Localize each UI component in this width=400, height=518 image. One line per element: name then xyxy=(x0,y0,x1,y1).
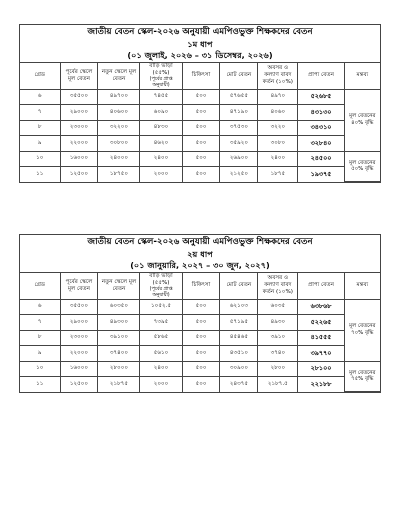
cell-total: ৬২১০৩ xyxy=(220,299,258,315)
col-house-rent xyxy=(140,273,182,300)
salary-table xyxy=(20,63,380,183)
cell-payable: ৪১৫৫৫ xyxy=(298,330,344,346)
period-label: (০১ জুলাই, ২০২৬ – ৩১ ডিসেম্বর, ২০২৬) xyxy=(127,49,273,60)
cell-deduction: ৩২২০ xyxy=(258,120,298,136)
table-row xyxy=(20,377,380,392)
cell-prev-scale: ৩৫৫০০ xyxy=(60,299,98,315)
col-grade: গ্রেড xyxy=(20,273,60,300)
table-row xyxy=(20,120,380,136)
cell-total: ৩৫৯২০ xyxy=(220,136,258,152)
cell-prev-scale: ২৯০০০ xyxy=(60,315,98,331)
col-medical: চিকিৎসা xyxy=(182,63,220,90)
cell-house-rent: ৪৮৩০ xyxy=(140,120,182,136)
cell-medical: ৫০০ xyxy=(182,315,220,331)
phase-label: ১ম ধাপ xyxy=(187,38,213,49)
cell-deduction: ৪৯৭০ xyxy=(258,89,298,105)
cell-prev-scale: ১৬০০০ xyxy=(60,151,98,167)
col-deduction: অবসর ও কল্যাণ বাবদ কর্তন (১০%) xyxy=(258,63,298,90)
cell-new-scale: ৬০৩৫০ xyxy=(98,299,140,315)
cell-medical: ৫০০ xyxy=(182,89,220,105)
cell-payable: ২২১৮৮ xyxy=(298,377,344,392)
cell-new-scale: ১৮৭৫০ xyxy=(98,167,140,182)
table-header xyxy=(20,25,380,63)
cell-medical: ৫০০ xyxy=(182,105,220,121)
table-row xyxy=(20,330,380,346)
cell-deduction: ৪৯৩০ xyxy=(258,315,298,331)
cell-new-scale: ৪৯৭০০ xyxy=(98,89,140,105)
cell-remark: মূল বেতনের ৭৫% বৃদ্ধি xyxy=(344,361,380,392)
table-title: জাতীয় বেতন স্কেল-২০২৬ অনুযায়ী এমপিওভুক্ত শিক্ষকদের বেতন xyxy=(87,27,313,37)
cell-prev-scale: ২৩০০০ xyxy=(60,120,98,136)
cell-house-rent: ৬০৯০ xyxy=(140,105,182,121)
cell-payable: ৫২৬৮৫ xyxy=(298,89,344,105)
cell-house-rent: ৫৮৬৫ xyxy=(140,330,182,346)
cell-total: ৩০৯০০ xyxy=(220,361,258,377)
table-row xyxy=(20,299,380,315)
period-label: (০১ জানুয়ারি, ২০২৭ – ৩০ জুন, ২০২৭) xyxy=(130,259,270,270)
house-rent-label: বাড়ি ভাড়া (৫৫%) xyxy=(149,62,173,76)
table-row xyxy=(20,151,380,167)
cell-payable: ৩৯৭৭০ xyxy=(298,346,344,362)
col-new-scale: নতুন স্কেলে মূল বেতন xyxy=(98,273,140,300)
cell-new-scale: ৩৯১০০ xyxy=(98,330,140,346)
cell-remark: মূল বেতনের ৫০% বৃদ্ধি xyxy=(344,151,380,182)
cell-grade: ৯ xyxy=(20,346,60,362)
cell-house-rent: ২৪০০ xyxy=(140,151,182,167)
cell-prev-scale: ৩৫৫০০ xyxy=(60,89,98,105)
table-row xyxy=(20,167,380,182)
cell-remark: মূল বেতনের ৪০% বৃদ্ধি xyxy=(344,89,380,151)
cell-medical: ৫০০ xyxy=(182,167,220,182)
salary-table-phase-1 xyxy=(19,24,381,183)
table-title: জাতীয় বেতন স্কেল-২০২৬ অনুযায়ী এমপিওভুক্ত শিক্ষকদের বেতন xyxy=(87,237,313,247)
cell-deduction: ২৪০০ xyxy=(258,151,298,167)
cell-medical: ৫০০ xyxy=(182,151,220,167)
cell-deduction: ২৮০০ xyxy=(258,361,298,377)
cell-grade: ১১ xyxy=(20,167,60,182)
cell-new-scale: ২১৮৭৫ xyxy=(98,377,140,392)
cell-new-scale: ৪৯৩০০ xyxy=(98,315,140,331)
cell-deduction: ৩৯১০ xyxy=(258,330,298,346)
cell-prev-scale: ১২৫০০ xyxy=(60,167,98,182)
header-row xyxy=(20,273,380,300)
col-prev-scale: পূর্বের স্কেলে মূল বেতন xyxy=(60,63,98,90)
col-new-scale: নতুন স্কেলে মূল বেতন xyxy=(98,63,140,90)
cell-deduction: ৪০৬০ xyxy=(258,105,298,121)
cell-grade: ৯ xyxy=(20,136,60,152)
cell-medical: ৫০০ xyxy=(182,330,220,346)
cell-medical: ৫০০ xyxy=(182,136,220,152)
cell-grade: ৬ xyxy=(20,89,60,105)
cell-payable: ৬৩৮৬৮ xyxy=(298,299,344,315)
cell-grade: ১০ xyxy=(20,361,60,377)
cell-payable: ২৪৫০০ xyxy=(298,151,344,167)
cell-total: ৫৭৬৫৫ xyxy=(220,89,258,105)
table-row xyxy=(20,315,380,331)
cell-total: ৪৫৪৬৫ xyxy=(220,330,258,346)
cell-deduction: ৩০৮০ xyxy=(258,136,298,152)
cell-deduction: ১৮৭৫ xyxy=(258,167,298,182)
cell-grade: ৭ xyxy=(20,315,60,331)
cell-prev-scale: ১৬০০০ xyxy=(60,361,98,377)
col-remark: মন্তব্য xyxy=(344,63,380,90)
cell-grade: ৮ xyxy=(20,330,60,346)
cell-house-rent: ২০০০ xyxy=(140,377,182,392)
cell-medical: ৫০০ xyxy=(182,120,220,136)
cell-payable: ৪৩১৩০ xyxy=(298,105,344,121)
cell-new-scale: ৩০৮০০ xyxy=(98,136,140,152)
cell-payable: ২৮১০০ xyxy=(298,361,344,377)
cell-total: ৪৩৫১০ xyxy=(220,346,258,362)
salary-table-phase-2 xyxy=(19,234,381,393)
col-grade: গ্রেড xyxy=(20,63,60,90)
cell-deduction: ৩৭৪০ xyxy=(258,346,298,362)
cell-house-rent: ১০৫২.৫ xyxy=(140,299,182,315)
table-row xyxy=(20,136,380,152)
cell-house-rent: ২৪০০ xyxy=(140,361,182,377)
cell-prev-scale: ২২০০০ xyxy=(60,346,98,362)
cell-house-rent: ৭৪৫৫ xyxy=(140,89,182,105)
cell-total: ২১২৫০ xyxy=(220,167,258,182)
cell-grade: ৭ xyxy=(20,105,60,121)
col-deduction: অবসর ও কল্যাণ বাবদ কর্তন (১০%) xyxy=(258,273,298,300)
cell-total: ৪৭১৯০ xyxy=(220,105,258,121)
header-row xyxy=(20,63,380,90)
col-house-rent xyxy=(140,63,182,90)
table-row xyxy=(20,346,380,362)
cell-prev-scale: ১২৫০০ xyxy=(60,377,98,392)
col-total: মোট বেতন xyxy=(220,63,258,90)
col-prev-scale: পূর্বের স্কেলে মূল বেতন xyxy=(60,273,98,300)
table-row xyxy=(20,361,380,377)
phase-label: ২য় ধাপ xyxy=(187,248,213,259)
col-payable: প্রাপ্য বেতন xyxy=(298,273,344,300)
cell-grade: ১১ xyxy=(20,377,60,392)
table-row xyxy=(20,89,380,105)
cell-medical: ৫০০ xyxy=(182,361,220,377)
cell-medical: ৫০০ xyxy=(182,299,220,315)
cell-prev-scale: ২৩০০০ xyxy=(60,330,98,346)
cell-house-rent: ৫৬১০ xyxy=(140,346,182,362)
cell-new-scale: ৩৭৪০০ xyxy=(98,346,140,362)
cell-prev-scale: ২২০০০ xyxy=(60,136,98,152)
col-payable: প্রাপ্য বেতন xyxy=(298,63,344,90)
cell-grade: ৮ xyxy=(20,120,60,136)
cell-total: ২৬৯০০ xyxy=(220,151,258,167)
cell-payable: ৩৪৩১০ xyxy=(298,120,344,136)
cell-new-scale: ২৮০০০ xyxy=(98,361,140,377)
salary-table xyxy=(20,273,380,393)
col-total: মোট বেতন xyxy=(220,273,258,300)
cell-new-scale: ৩২২০০ xyxy=(98,120,140,136)
cell-total: ৩৭৫৩০ xyxy=(220,120,258,136)
cell-total: ২৪৩৭৫ xyxy=(220,377,258,392)
cell-prev-scale: ২৯০০০ xyxy=(60,105,98,121)
house-rent-label: বাড়ি ভাড়া (৫৫%) xyxy=(149,272,173,286)
cell-payable: ৫২২৬৫ xyxy=(298,315,344,331)
cell-grade: ১০ xyxy=(20,151,60,167)
cell-grade: ৬ xyxy=(20,299,60,315)
cell-house-rent: ৭৩৯৫ xyxy=(140,315,182,331)
cell-new-scale: ২৪০০০ xyxy=(98,151,140,167)
cell-new-scale: ৪০৬০০ xyxy=(98,105,140,121)
table-row xyxy=(20,105,380,121)
cell-payable: ৩২৮৪০ xyxy=(298,136,344,152)
col-medical: চিকিৎসা xyxy=(182,273,220,300)
cell-deduction: ৬০৩৫ xyxy=(258,299,298,315)
cell-house-rent: ৪৬২০ xyxy=(140,136,182,152)
cell-house-rent: ২০০০ xyxy=(140,167,182,182)
house-rent-note: (পূর্বের প্রাপ্ত অনুযায়ী) xyxy=(149,76,173,88)
col-remark: মন্তব্য xyxy=(344,273,380,300)
cell-deduction: ২১৮৭.৫ xyxy=(258,377,298,392)
cell-total: ৫৭১৯৫ xyxy=(220,315,258,331)
table-header xyxy=(20,235,380,273)
cell-remark: মূল বেতনের ৭০% বৃদ্ধি xyxy=(344,299,380,361)
cell-medical: ৫০০ xyxy=(182,346,220,362)
house-rent-note: (পূর্বের প্রাপ্ত অনুযায়ী) xyxy=(149,286,173,298)
cell-payable: ১৯৩৭৫ xyxy=(298,167,344,182)
cell-medical: ৫০০ xyxy=(182,377,220,392)
